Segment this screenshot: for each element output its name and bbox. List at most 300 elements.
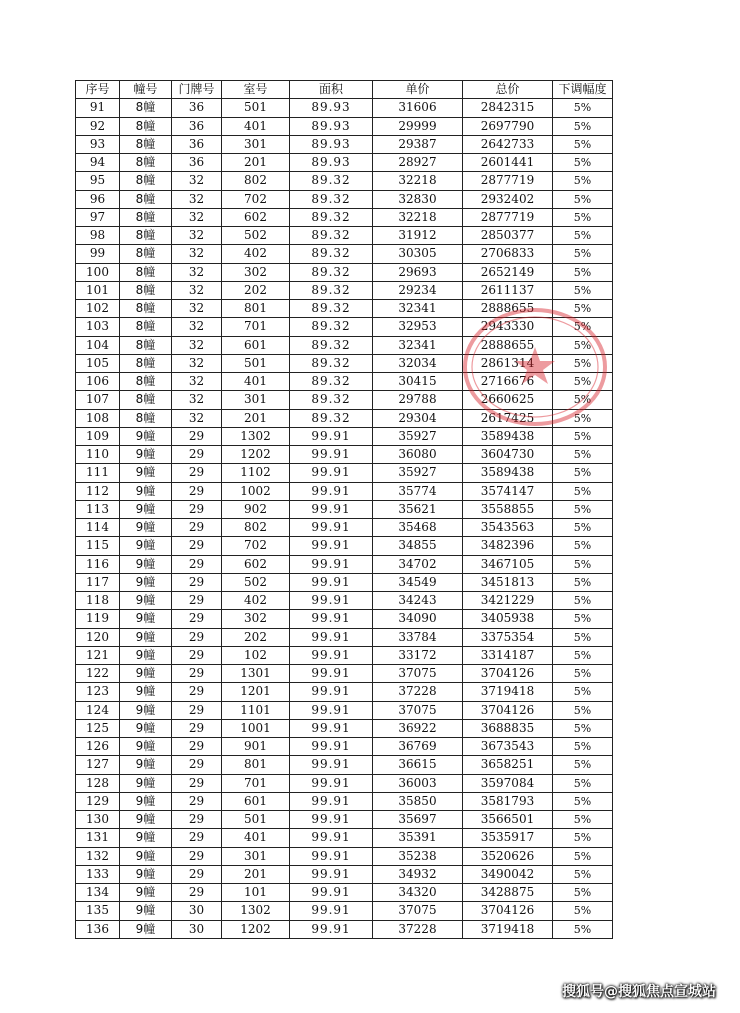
table-row [76,665,613,683]
cell-index: 97 [76,208,120,226]
cell-door-number: 29 [172,774,222,792]
table-row [76,318,613,336]
cell-door-number: 32 [172,300,222,318]
cell-door-number: 29 [172,719,222,737]
cell-building: 9幢 [120,646,172,664]
cell-reduction: 5% [553,719,613,737]
cell-room-number: 501 [222,811,290,829]
cell-area: 89.32 [290,391,373,409]
cell-total-price: 3558855 [463,500,553,518]
cell-door-number: 32 [172,208,222,226]
cell-unit-price: 34090 [373,610,463,628]
cell-unit-price: 29999 [373,117,463,135]
table-row [76,208,613,226]
cell-door-number: 29 [172,811,222,829]
cell-room-number: 501 [222,99,290,117]
cell-reduction: 5% [553,446,613,464]
cell-total-price: 3467105 [463,555,553,573]
cell-room-number: 201 [222,865,290,883]
header-index: 序号 [76,81,120,99]
cell-reduction: 5% [553,665,613,683]
table-row [76,920,613,938]
cell-door-number: 29 [172,847,222,865]
price-table [75,80,613,939]
cell-index: 117 [76,573,120,591]
cell-reduction: 5% [553,464,613,482]
cell-door-number: 32 [172,190,222,208]
cell-room-number: 302 [222,610,290,628]
cell-area: 89.32 [290,190,373,208]
cell-reduction: 5% [553,646,613,664]
cell-room-number: 101 [222,884,290,902]
cell-area: 99.91 [290,865,373,883]
cell-room-number: 701 [222,774,290,792]
table-row [76,99,613,117]
cell-building: 9幢 [120,884,172,902]
cell-total-price: 2861314 [463,354,553,372]
cell-building: 8幢 [120,190,172,208]
cell-unit-price: 32218 [373,172,463,190]
cell-room-number: 802 [222,172,290,190]
table-row [76,281,613,299]
cell-total-price: 3543563 [463,519,553,537]
cell-unit-price: 32830 [373,190,463,208]
cell-building: 9幢 [120,464,172,482]
cell-building: 8幢 [120,300,172,318]
cell-area: 89.32 [290,300,373,318]
cell-unit-price: 32953 [373,318,463,336]
cell-index: 108 [76,409,120,427]
cell-area: 99.91 [290,811,373,829]
cell-building: 8幢 [120,373,172,391]
cell-index: 134 [76,884,120,902]
cell-total-price: 3314187 [463,646,553,664]
cell-reduction: 5% [553,738,613,756]
cell-building: 8幢 [120,208,172,226]
cell-door-number: 32 [172,318,222,336]
cell-building: 9幢 [120,482,172,500]
cell-room-number: 1301 [222,665,290,683]
cell-area: 99.91 [290,446,373,464]
cell-total-price: 3589438 [463,427,553,445]
cell-total-price: 3405938 [463,610,553,628]
cell-building: 8幢 [120,135,172,153]
cell-building: 9幢 [120,537,172,555]
cell-door-number: 36 [172,135,222,153]
cell-total-price: 2943330 [463,318,553,336]
cell-index: 106 [76,373,120,391]
cell-room-number: 801 [222,756,290,774]
cell-room-number: 201 [222,154,290,172]
cell-unit-price: 29387 [373,135,463,153]
cell-unit-price: 37228 [373,920,463,938]
cell-index: 114 [76,519,120,537]
cell-area: 89.32 [290,245,373,263]
cell-reduction: 5% [553,847,613,865]
cell-total-price: 3482396 [463,537,553,555]
cell-area: 99.91 [290,482,373,500]
table-row [76,865,613,883]
cell-building: 9幢 [120,847,172,865]
cell-room-number: 802 [222,519,290,537]
cell-index: 99 [76,245,120,263]
cell-total-price: 2716676 [463,373,553,391]
cell-reduction: 5% [553,500,613,518]
cell-building: 8幢 [120,318,172,336]
cell-unit-price: 30415 [373,373,463,391]
cell-building: 8幢 [120,172,172,190]
cell-index: 124 [76,701,120,719]
cell-reduction: 5% [553,208,613,226]
table-row [76,555,613,573]
cell-door-number: 29 [172,427,222,445]
cell-room-number: 202 [222,281,290,299]
cell-area: 99.91 [290,555,373,573]
cell-room-number: 501 [222,354,290,372]
cell-room-number: 601 [222,792,290,810]
cell-room-number: 1201 [222,683,290,701]
cell-unit-price: 36080 [373,446,463,464]
table-row [76,646,613,664]
cell-total-price: 2850377 [463,227,553,245]
cell-unit-price: 37228 [373,683,463,701]
cell-unit-price: 34702 [373,555,463,573]
cell-total-price: 3704126 [463,902,553,920]
cell-building: 8幢 [120,227,172,245]
cell-area: 89.93 [290,117,373,135]
cell-door-number: 29 [172,865,222,883]
cell-unit-price: 36769 [373,738,463,756]
cell-building: 9幢 [120,811,172,829]
cell-unit-price: 35927 [373,427,463,445]
cell-unit-price: 37075 [373,665,463,683]
cell-reduction: 5% [553,281,613,299]
cell-area: 99.91 [290,427,373,445]
cell-unit-price: 35850 [373,792,463,810]
cell-area: 99.91 [290,920,373,938]
cell-area: 99.91 [290,792,373,810]
cell-reduction: 5% [553,409,613,427]
cell-unit-price: 29304 [373,409,463,427]
cell-door-number: 29 [172,555,222,573]
cell-building: 9幢 [120,756,172,774]
cell-building: 9幢 [120,902,172,920]
cell-index: 120 [76,628,120,646]
cell-building: 9幢 [120,738,172,756]
cell-total-price: 3566501 [463,811,553,829]
cell-unit-price: 35621 [373,500,463,518]
cell-door-number: 29 [172,792,222,810]
cell-door-number: 29 [172,446,222,464]
cell-area: 99.91 [290,592,373,610]
cell-building: 9幢 [120,573,172,591]
cell-total-price: 3375354 [463,628,553,646]
cell-building: 9幢 [120,628,172,646]
cell-area: 89.32 [290,373,373,391]
table-row [76,683,613,701]
cell-total-price: 2697790 [463,117,553,135]
cell-total-price: 2932402 [463,190,553,208]
cell-total-price: 3719418 [463,683,553,701]
cell-index: 93 [76,135,120,153]
cell-unit-price: 29234 [373,281,463,299]
cell-building: 8幢 [120,245,172,263]
cell-door-number: 29 [172,646,222,664]
table-row [76,774,613,792]
cell-reduction: 5% [553,610,613,628]
cell-room-number: 301 [222,847,290,865]
cell-index: 126 [76,738,120,756]
cell-door-number: 29 [172,884,222,902]
table-row [76,354,613,372]
cell-reduction: 5% [553,701,613,719]
cell-reduction: 5% [553,537,613,555]
cell-room-number: 1302 [222,902,290,920]
cell-index: 131 [76,829,120,847]
header-reduction: 下调幅度 [553,81,613,99]
cell-area: 99.91 [290,701,373,719]
cell-area: 89.32 [290,227,373,245]
cell-room-number: 1101 [222,701,290,719]
cell-index: 119 [76,610,120,628]
cell-room-number: 1002 [222,482,290,500]
cell-index: 110 [76,446,120,464]
cell-index: 132 [76,847,120,865]
table-row [76,190,613,208]
cell-building: 9幢 [120,665,172,683]
cell-unit-price: 33172 [373,646,463,664]
cell-unit-price: 31912 [373,227,463,245]
cell-index: 116 [76,555,120,573]
cell-area: 89.32 [290,354,373,372]
cell-reduction: 5% [553,902,613,920]
cell-building: 9幢 [120,519,172,537]
cell-total-price: 3574147 [463,482,553,500]
table-row [76,446,613,464]
table-row [76,409,613,427]
cell-area: 99.91 [290,756,373,774]
cell-area: 89.32 [290,281,373,299]
cell-building: 8幢 [120,99,172,117]
cell-unit-price: 35774 [373,482,463,500]
cell-area: 89.32 [290,208,373,226]
header-room-number: 室号 [222,81,290,99]
cell-index: 118 [76,592,120,610]
cell-door-number: 32 [172,354,222,372]
cell-total-price: 2652149 [463,263,553,281]
cell-area: 99.91 [290,519,373,537]
table-row [76,245,613,263]
cell-total-price: 2888655 [463,336,553,354]
cell-reduction: 5% [553,99,613,117]
cell-building: 8幢 [120,117,172,135]
cell-door-number: 29 [172,500,222,518]
cell-area: 99.91 [290,537,373,555]
cell-area: 89.32 [290,263,373,281]
cell-area: 99.91 [290,774,373,792]
cell-door-number: 36 [172,117,222,135]
cell-index: 121 [76,646,120,664]
cell-index: 100 [76,263,120,281]
cell-area: 99.91 [290,902,373,920]
table-row [76,811,613,829]
cell-unit-price: 35927 [373,464,463,482]
cell-index: 112 [76,482,120,500]
table-row [76,373,613,391]
cell-unit-price: 30305 [373,245,463,263]
cell-index: 105 [76,354,120,372]
cell-index: 136 [76,920,120,938]
table-body [76,99,613,939]
cell-reduction: 5% [553,373,613,391]
cell-room-number: 1302 [222,427,290,445]
cell-building: 9幢 [120,719,172,737]
cell-area: 89.32 [290,318,373,336]
cell-unit-price: 29788 [373,391,463,409]
cell-unit-price: 31606 [373,99,463,117]
cell-door-number: 32 [172,409,222,427]
cell-area: 89.93 [290,135,373,153]
cell-unit-price: 34243 [373,592,463,610]
cell-door-number: 29 [172,665,222,683]
table-row [76,573,613,591]
cell-reduction: 5% [553,774,613,792]
cell-unit-price: 33784 [373,628,463,646]
table-row [76,172,613,190]
cell-room-number: 1202 [222,446,290,464]
cell-room-number: 602 [222,208,290,226]
cell-room-number: 402 [222,245,290,263]
cell-reduction: 5% [553,391,613,409]
cell-room-number: 201 [222,409,290,427]
cell-building: 8幢 [120,154,172,172]
cell-area: 89.93 [290,99,373,117]
cell-total-price: 3688835 [463,719,553,737]
cell-room-number: 202 [222,628,290,646]
cell-building: 9幢 [120,774,172,792]
cell-unit-price: 36615 [373,756,463,774]
cell-total-price: 3428875 [463,884,553,902]
cell-building: 9幢 [120,701,172,719]
cell-area: 89.32 [290,172,373,190]
cell-unit-price: 35468 [373,519,463,537]
cell-door-number: 29 [172,628,222,646]
cell-door-number: 32 [172,391,222,409]
cell-unit-price: 28927 [373,154,463,172]
cell-total-price: 2617425 [463,409,553,427]
cell-room-number: 901 [222,738,290,756]
cell-total-price: 2888655 [463,300,553,318]
cell-area: 99.91 [290,665,373,683]
cell-index: 95 [76,172,120,190]
cell-door-number: 29 [172,756,222,774]
cell-building: 9幢 [120,427,172,445]
cell-unit-price: 29693 [373,263,463,281]
cell-area: 99.91 [290,829,373,847]
table-row [76,117,613,135]
cell-index: 115 [76,537,120,555]
cell-index: 107 [76,391,120,409]
cell-area: 99.91 [290,847,373,865]
cell-total-price: 3451813 [463,573,553,591]
cell-unit-price: 32341 [373,300,463,318]
cell-total-price: 3589438 [463,464,553,482]
cell-area: 99.91 [290,500,373,518]
cell-room-number: 301 [222,391,290,409]
cell-door-number: 29 [172,519,222,537]
cell-reduction: 5% [553,865,613,883]
cell-reduction: 5% [553,756,613,774]
cell-door-number: 30 [172,920,222,938]
header-area: 面积 [290,81,373,99]
table-row [76,610,613,628]
table-row [76,847,613,865]
table-row [76,135,613,153]
cell-door-number: 30 [172,902,222,920]
cell-reduction: 5% [553,300,613,318]
table-row [76,902,613,920]
cell-room-number: 301 [222,135,290,153]
cell-unit-price: 32341 [373,336,463,354]
cell-unit-price: 37075 [373,701,463,719]
cell-total-price: 3535917 [463,829,553,847]
cell-area: 99.91 [290,646,373,664]
cell-reduction: 5% [553,135,613,153]
cell-door-number: 29 [172,573,222,591]
cell-reduction: 5% [553,154,613,172]
cell-room-number: 702 [222,190,290,208]
cell-unit-price: 32218 [373,208,463,226]
cell-building: 9幢 [120,920,172,938]
cell-total-price: 2611137 [463,281,553,299]
cell-total-price: 2601441 [463,154,553,172]
cell-total-price: 3658251 [463,756,553,774]
cell-total-price: 3704126 [463,665,553,683]
cell-reduction: 5% [553,263,613,281]
cell-reduction: 5% [553,592,613,610]
cell-total-price: 3421229 [463,592,553,610]
cell-reduction: 5% [553,555,613,573]
cell-reduction: 5% [553,245,613,263]
cell-area: 89.32 [290,409,373,427]
cell-index: 129 [76,792,120,810]
cell-building: 9幢 [120,683,172,701]
cell-reduction: 5% [553,227,613,245]
table-header-row [76,81,613,99]
cell-index: 113 [76,500,120,518]
cell-room-number: 602 [222,555,290,573]
cell-total-price: 2660625 [463,391,553,409]
cell-unit-price: 36003 [373,774,463,792]
cell-total-price: 2842315 [463,99,553,117]
cell-door-number: 32 [172,373,222,391]
cell-reduction: 5% [553,318,613,336]
cell-building: 8幢 [120,336,172,354]
cell-area: 99.91 [290,683,373,701]
cell-area: 99.91 [290,573,373,591]
cell-room-number: 1001 [222,719,290,737]
cell-building: 9幢 [120,792,172,810]
cell-total-price: 3581793 [463,792,553,810]
cell-reduction: 5% [553,628,613,646]
table-row [76,792,613,810]
cell-total-price: 3597084 [463,774,553,792]
cell-index: 101 [76,281,120,299]
header-door-number: 门牌号 [172,81,222,99]
cell-unit-price: 37075 [373,902,463,920]
cell-index: 133 [76,865,120,883]
cell-area: 99.91 [290,464,373,482]
